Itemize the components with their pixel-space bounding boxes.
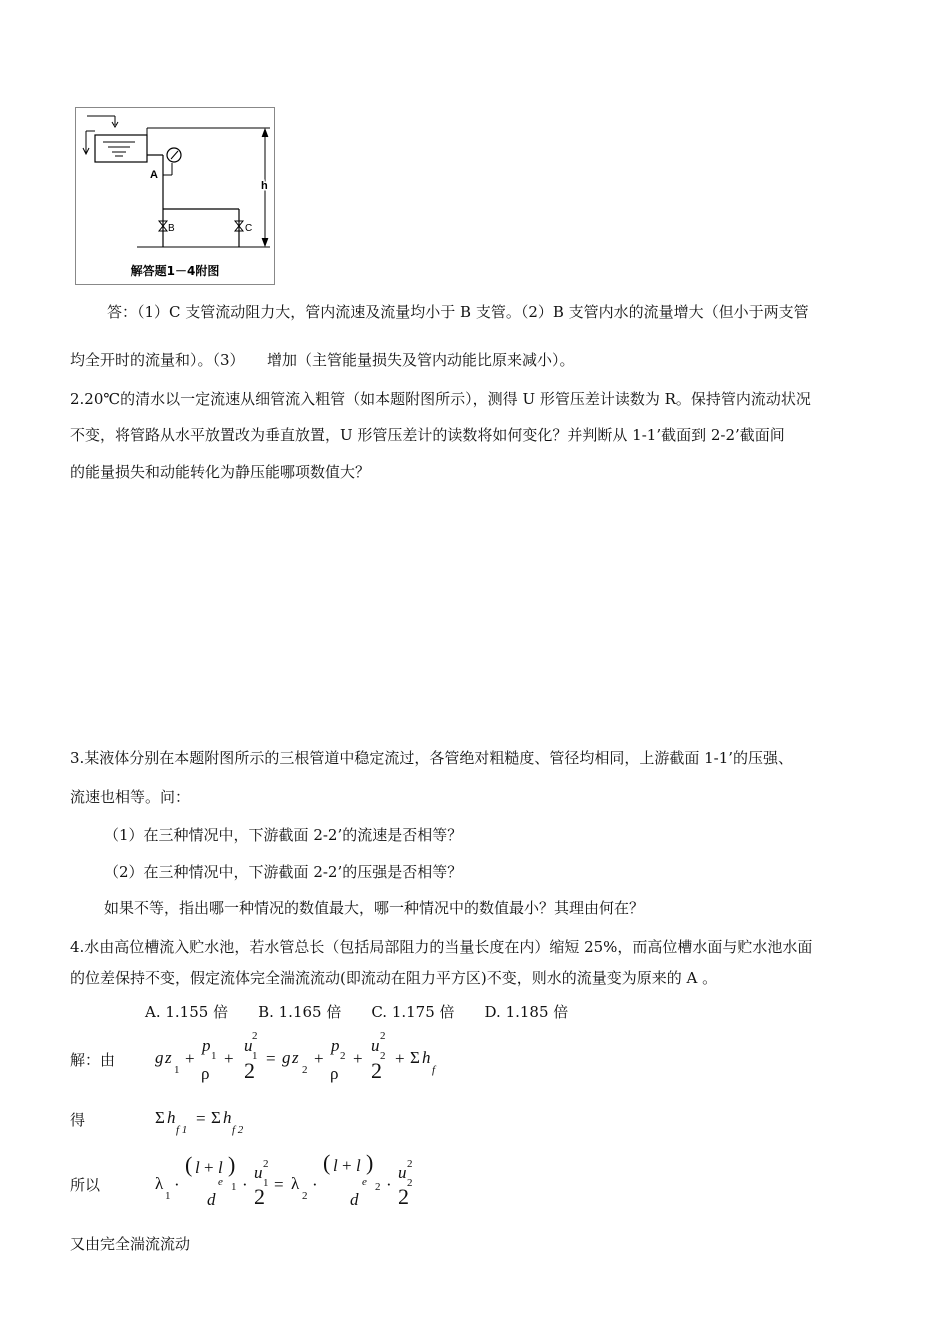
label-a: A (150, 169, 158, 181)
q3-line-2: 流速也相等。问： (70, 788, 191, 806)
answer-line-1: 答：（1）C 支管流动阻力大，管内流速及流量均小于 B 支管。（2）B 支管内水的流量增大（但小于两支管 (107, 303, 809, 321)
equation-darcy: λ 1 · ( l + l ) e 1 d · u 2 1 2 = λ 2 · ( l + l ) e 2 d · u 2 2 2 (155, 1150, 413, 1209)
solution-label-1: 解：由 (70, 1051, 116, 1069)
q2-line-1: 2.20℃的清水以一定流速从细管流入粗管（如本题附图所示），测得 U 形管压差计读数为 R。保持管内流动状况 (70, 390, 811, 408)
equation-bernoulli: g z 1 + p 1 ρ + u 2 1 2 = g z 2 + p 2 ρ + u 2 2 2 + Σ h f (155, 1030, 436, 1083)
label-c: C (245, 223, 253, 234)
q3-line-1: 3.某液体分别在本题附图所示的三根管道中稳定流过，各管绝对粗糙度、管径均相同，上游截面 1-1’的压强、 (70, 749, 794, 767)
solution-label-3: 所以 (70, 1176, 101, 1194)
figure-caption: 解答题1－4附图 (130, 264, 220, 278)
q4-line-2: 的位差保持不变，假定流体完全湍流流动(即流动在阻力平方区)不变，则水的流量变为原来的 A 。 (70, 969, 718, 987)
q2-line-2: 不变，将管路从水平放置改为垂直放置，U 形管压差计的读数将如何变化？并判断从 1-1’截面到 2-2’截面间 (70, 426, 785, 444)
q3-sub-2: （2）在三种情况中，下游截面 2-2’的压强是否相等？ (104, 863, 463, 881)
label-h: h (261, 180, 268, 192)
solution-last-line: 又由完全湍流流动 (70, 1235, 191, 1253)
label-b: B (168, 223, 175, 234)
q2-line-3: 的能量损失和动能转化为静压能哪项数值大？ (70, 463, 371, 481)
q4-options: A. 1.155 倍 B. 1.165 倍 C. 1.175 倍 D. 1.185 倍 (145, 1003, 569, 1021)
solution-label-2: 得 (70, 1111, 86, 1129)
q3-sub-3: 如果不等，指出哪一种情况的数值最大，哪一种情况中的数值最小？其理由何在？ (104, 899, 645, 917)
equation-loss-equality: Σ h f 1 = Σ h f 2 (155, 1108, 244, 1136)
figure-pipe-system (75, 107, 275, 285)
answer-line-2: 均全开时的流量和）。（3） 增加（主管能量损失及管内动能比原来减小）。 (70, 351, 575, 369)
q4-line-1: 4.水由高位槽流入贮水池，若水管总长（包括局部阻力的当量长度在内）缩短 25%，而高位槽水面与贮水池水面 (70, 938, 813, 956)
q3-sub-1: （1）在三种情况中，下游截面 2-2’的流速是否相等？ (104, 826, 463, 844)
